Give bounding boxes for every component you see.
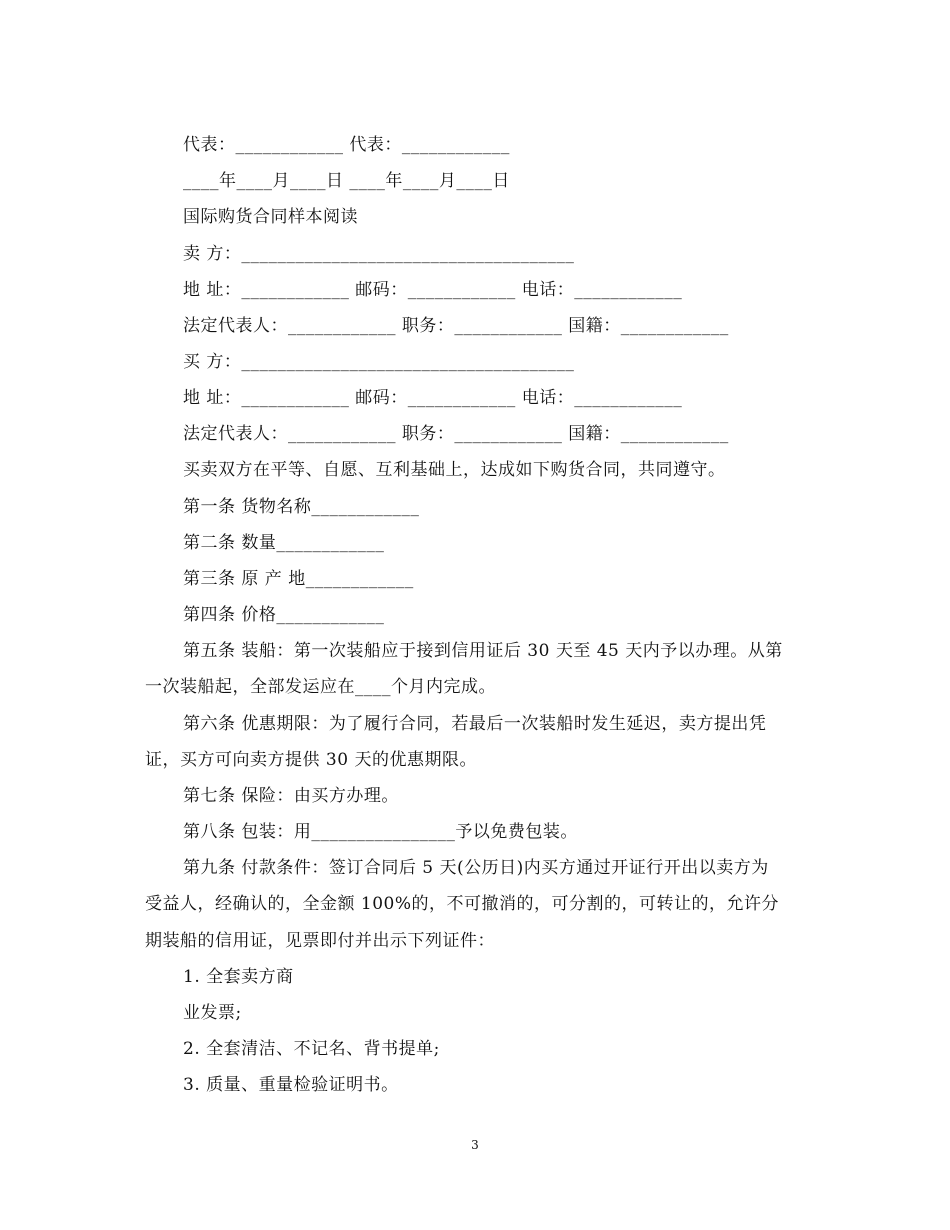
seller-line: 卖 方：_____________________________________ [183,244,575,264]
article-8: 第八条 包装：用________________予以免费包装。 [183,822,578,842]
date-line: ____年____月____日 ____年____月____日 [183,171,510,191]
article-4: 第四条 价格____________ [183,605,385,625]
agreement-statement: 买卖双方在平等、自愿、互利基础上，达成如下购货合同，共同遵守。 [183,460,726,480]
seller-legal-rep-line: 法定代表人：____________ 职务：____________ 国籍：____________ [183,316,729,336]
article-6-line-1: 第六条 优惠期限：为了履行合同，若最后一次装船时发生延迟，卖方提出凭 [183,714,767,734]
document-item-3: 3. 质量、重量检验证明书。 [183,1075,399,1095]
article-3: 第三条 原 产 地____________ [183,569,414,589]
article-7: 第七条 保险：由买方办理。 [183,786,399,806]
article-5-line-1: 第五条 装船：第一次装船应于接到信用证后 30 天至 45 天内予以办理。从第 [183,641,783,661]
article-2: 第二条 数量____________ [183,533,385,553]
article-9-line-2: 受益人，经确认的，全金额 100%的，不可撤消的，可分割的，可转让的，允许分 [145,894,780,914]
document-item-2: 2. 全套清洁、不记名、背书提单; [183,1039,440,1059]
buyer-legal-rep-line: 法定代表人：____________ 职务：____________ 国籍：____________ [183,424,729,444]
buyer-line: 买 方：_____________________________________ [183,352,575,372]
article-1: 第一条 货物名称____________ [183,497,420,517]
document-item-1: 1. 全套卖方商 [183,967,294,987]
article-6-line-2: 证，买方可向卖方提供 30 天的优惠期限。 [145,750,477,770]
seller-address-line: 地 址：____________ 邮码：____________ 电话：____________ [183,280,683,300]
page-number: 3 [471,1138,479,1152]
article-9-line-3: 期装船的信用证，见票即付并出示下列证件： [145,931,495,951]
article-9-line-1: 第九条 付款条件：签订合同后 5 天(公历日)内买方通过开证行开出以卖方为 [183,858,769,878]
article-5-line-2: 一次装船起，全部发运应在____个月内完成。 [145,677,496,697]
document-title: 国际购货合同样本阅读 [183,207,358,227]
buyer-address-line: 地 址：____________ 邮码：____________ 电话：____________ [183,388,683,408]
document-item-1-continued: 业发票; [183,1003,242,1023]
representative-signature-line: 代表：____________ 代表：____________ [183,135,510,155]
